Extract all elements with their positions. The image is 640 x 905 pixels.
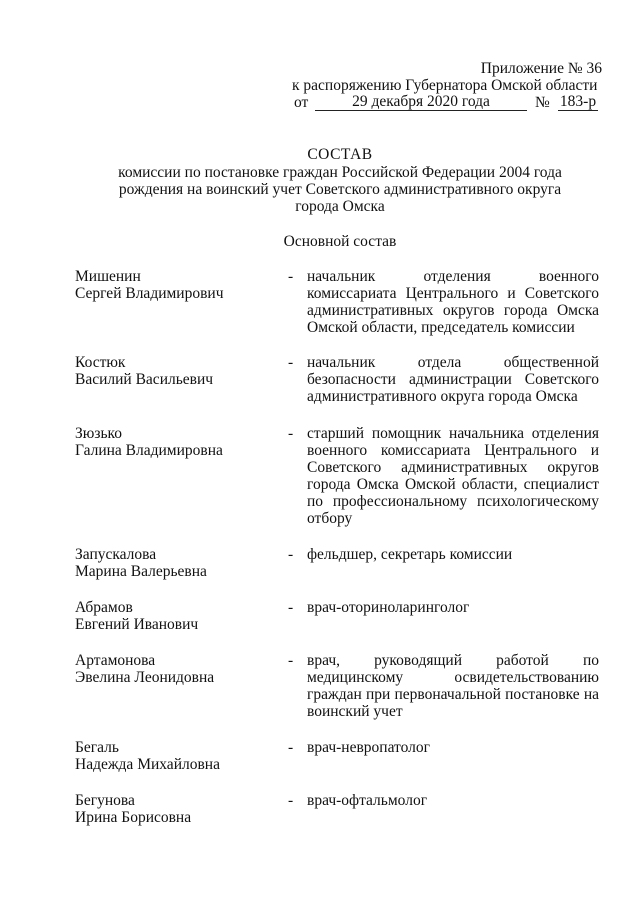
member-given-names: Надежда Михайловна	[75, 756, 220, 773]
member-name	[75, 546, 275, 580]
member-surname: Мишенин	[75, 268, 141, 285]
member-dash: -	[288, 652, 294, 669]
member-given-names: Василий Васильевич	[75, 371, 214, 388]
member-role: старший помощник начальника отделения военного комиссариата Центрального и Советского административных округов города Омска Омской области, специалист по профессиональному психологическому отбору	[307, 425, 599, 527]
member-surname: Костюк	[75, 354, 126, 371]
member-role: врач-оториноларинголог	[307, 599, 470, 616]
member-dash: -	[288, 425, 294, 442]
member-surname: Бегаль	[75, 739, 119, 756]
member-given-names: Сергей Владимирович	[75, 285, 224, 302]
member-role: фельдшер, секретарь комиссии	[307, 546, 513, 563]
member-name	[75, 268, 275, 302]
member-surname: Артамонова	[75, 652, 156, 669]
section-heading: Основной состав	[283, 233, 397, 250]
document-subtitle: комиссии по постановке граждан Российской Федерации 2004 года рождения на воинский учет Советского административного округа города Омска	[118, 164, 562, 215]
number-label: №	[535, 94, 550, 111]
member-surname: Бегунова	[75, 792, 135, 809]
member-given-names: Эвелина Леонидовна	[75, 669, 215, 686]
member-given-names: Марина Валерьевна	[75, 563, 207, 580]
member-name	[75, 739, 275, 773]
document-title: СОСТАВ	[307, 146, 373, 163]
member-given-names: Евгений Иванович	[75, 616, 199, 633]
member-name	[75, 354, 275, 388]
appendix-block	[292, 60, 604, 111]
member-given-names: Ирина Борисовна	[75, 809, 192, 826]
member-dash: -	[288, 792, 294, 809]
member-dash: -	[288, 354, 294, 371]
member-name	[75, 792, 275, 826]
member-surname: Запускалова	[75, 546, 157, 563]
member-role: врач-офтальмолог	[307, 792, 428, 809]
member-dash: -	[288, 599, 294, 616]
member-name	[75, 599, 275, 633]
member-name	[75, 652, 275, 686]
member-role: врач, руководящий работой по медицинскому освидетельствованию граждан при первоначальной постановке на воинский учет	[307, 652, 599, 720]
member-given-names: Галина Владимировна	[75, 442, 223, 459]
member-role: начальник отделения военного комиссариата Центрального и Советского административных округов города Омска Омской области, председатель комиссии	[307, 268, 599, 336]
member-surname: Абрамов	[75, 599, 133, 616]
order-number: 183-р	[559, 93, 597, 110]
member-role: врач-невропатолог	[307, 739, 431, 756]
order-reference: к распоряжению Губернатора Омской области	[292, 77, 598, 94]
order-date-line	[292, 94, 604, 111]
member-dash: -	[288, 268, 294, 285]
member-surname: Зюзько	[75, 425, 123, 442]
from-label: от	[294, 94, 309, 111]
member-dash: -	[288, 546, 294, 563]
member-name	[75, 425, 275, 459]
member-role: начальник отдела общественной безопасности администрации Советского административного округа города Омска	[307, 354, 599, 405]
appendix-label: Приложение № 36	[480, 60, 602, 77]
member-dash: -	[288, 739, 294, 756]
order-date: 29 декабря 2020 года	[315, 94, 527, 111]
